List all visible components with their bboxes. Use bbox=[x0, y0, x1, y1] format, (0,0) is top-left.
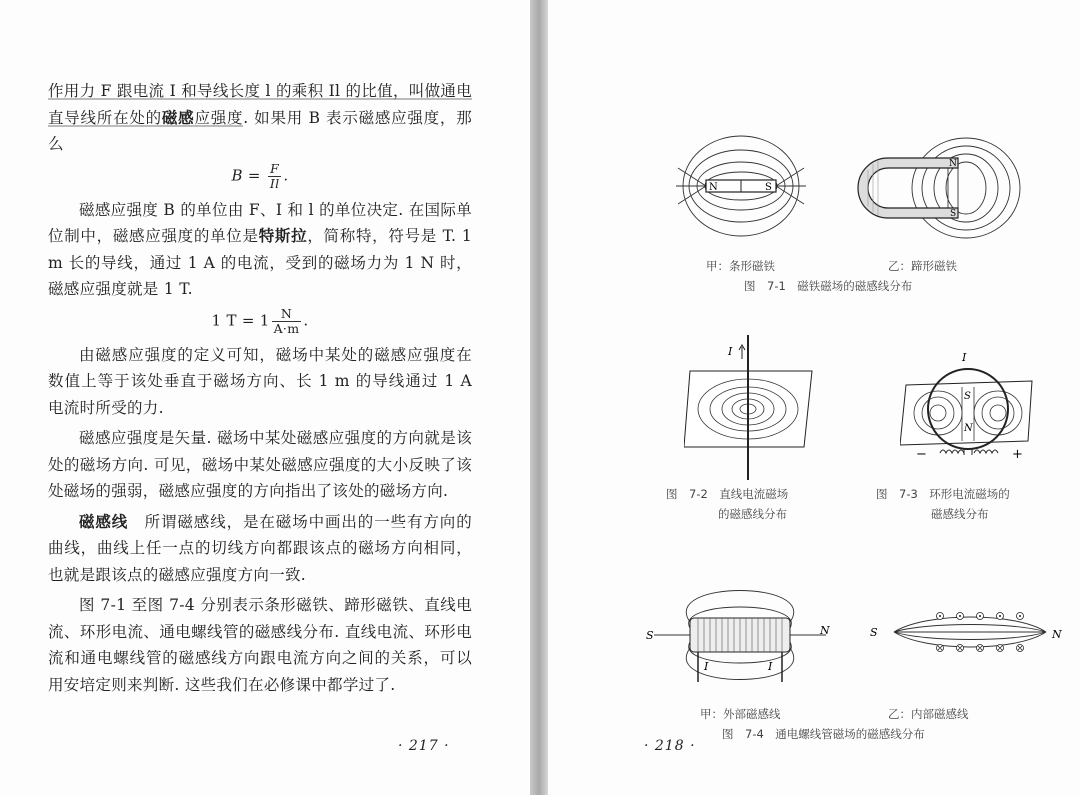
formula-b-def bbox=[48, 162, 472, 191]
straight-wire-figure bbox=[684, 335, 814, 480]
pole-n: N bbox=[709, 182, 718, 193]
numerator: F bbox=[268, 162, 282, 177]
paragraph-vector: 磁感应强度是矢量. 磁场中某处磁感应强度的方向就是该处的磁场方向. 可见，磁场中某处磁感应强度的大小反映了该处磁场的强弱，磁感应强度的方向指出了该处的磁场方向. bbox=[48, 429, 472, 500]
formula-end: . bbox=[283, 166, 289, 184]
pole-n: N bbox=[1052, 628, 1062, 641]
formula-lhs: 1 T = 1 bbox=[211, 311, 270, 329]
text-run: ，简称特，符号是 T. 1 m 长的导线，通过 1 A 的电流，受到的磁场力为 1 N 时，磁感应强度就是 1 T. bbox=[48, 227, 473, 298]
current-label: I bbox=[962, 351, 967, 364]
page-number: · 217 · bbox=[398, 738, 450, 754]
caption-line: 图 7-2 直线电流磁场 bbox=[666, 487, 789, 501]
pole-s: S bbox=[964, 391, 971, 402]
pole-n: N bbox=[820, 624, 830, 637]
text-run: . 如果用 B 表示磁感应强度，那么 bbox=[48, 108, 473, 153]
text-run: 应强度 bbox=[194, 108, 244, 127]
fig3-caption bbox=[876, 484, 1010, 524]
pole-s: S bbox=[646, 629, 654, 642]
plus-terminal: + bbox=[1012, 447, 1023, 462]
current-label: I bbox=[728, 345, 733, 358]
solenoid-external-figure bbox=[640, 570, 840, 700]
paragraph-field-lines bbox=[48, 509, 472, 589]
left-text-column bbox=[48, 78, 472, 698]
formula-tesla bbox=[48, 307, 472, 336]
fig1-subcaption-b: 乙：蹄形磁铁 bbox=[888, 259, 957, 273]
pole-n: N bbox=[949, 159, 957, 169]
paragraph-definition bbox=[48, 78, 472, 158]
fraction bbox=[268, 162, 282, 191]
denominator: Il bbox=[269, 175, 280, 191]
pole-s: S bbox=[870, 626, 878, 639]
denominator: A·m bbox=[273, 320, 300, 336]
fraction bbox=[272, 307, 302, 336]
fig1-caption: 图 7-1 磁铁磁场的磁感线分布 bbox=[744, 279, 913, 293]
fig4-subcaption-b: 乙：内部磁感线 bbox=[888, 707, 969, 721]
numerator: N bbox=[272, 307, 302, 322]
loop-current-figure bbox=[900, 345, 1036, 475]
text-run: 作用力 F 跟电流 I 和导线长度 l 的乘积 Il 的比值，叫做通电直导线所在处的 bbox=[48, 82, 472, 127]
formula-lhs: B = bbox=[231, 166, 261, 184]
fig2-caption bbox=[666, 484, 788, 524]
paragraph-meaning: 由磁感应强度的定义可知，磁场中某处的磁感应强度在数值上等于该处垂直于磁场方向、长 1 m 的导线通过 1 A 电流时所受的力. bbox=[48, 345, 472, 417]
pole-s: S bbox=[950, 209, 957, 219]
text-run: 磁感应强度 B 的单位由 F、I 和 l 的单位决定. 在国际单位制中，磁感应强度的单位是 bbox=[48, 200, 472, 245]
term-bold: 特斯拉 bbox=[258, 226, 308, 245]
term-bold: 磁感线 bbox=[79, 511, 129, 531]
paragraph-figures: 图 7-1 至图 7-4 分别表示条形磁铁、蹄形磁铁、直线电流、环形电流、通电螺线管的磁感线分布. 直线电流、环形电流和通电螺线管的磁感线方向跟电流方向之间的关系，可以用安培定则来判断. 这些我们在必修课中都学过了. bbox=[48, 596, 472, 694]
right-page bbox=[548, 0, 1080, 795]
caption-line: 图 7-3 环形电流磁场的 bbox=[876, 487, 1010, 501]
text-run: 所谓磁感线，是在磁场中画出的一些有方向的曲线，曲线上任一点的切线方向都跟该点的磁场方向相同，也就是跟该点的磁感应强度方向一致. bbox=[48, 512, 472, 584]
paragraph-unit bbox=[48, 197, 472, 303]
caption-line: 的磁感线分布 bbox=[718, 507, 787, 521]
minus-terminal: − bbox=[916, 447, 927, 462]
pole-s: S bbox=[765, 182, 772, 193]
current-label: I bbox=[768, 660, 773, 673]
formula-end: . bbox=[303, 311, 309, 329]
left-page bbox=[0, 0, 530, 795]
pole-n: N bbox=[964, 423, 973, 434]
book-gutter bbox=[530, 0, 548, 795]
fig4-subcaption-a: 甲：外部磁感线 bbox=[700, 707, 781, 721]
caption-line: 磁感线分布 bbox=[931, 507, 989, 521]
current-label: I bbox=[704, 660, 709, 673]
term-bold: 磁感 bbox=[161, 107, 195, 127]
horseshoe-magnet-figure bbox=[848, 128, 1028, 248]
fig1-subcaption-a: 甲：条形磁铁 bbox=[706, 259, 775, 273]
fig4-caption: 图 7-4 通电螺线管磁场的磁感线分布 bbox=[722, 727, 925, 741]
bar-magnet-figure bbox=[676, 128, 806, 248]
solenoid-internal-figure bbox=[866, 602, 1066, 662]
page-number: · 218 · bbox=[644, 738, 696, 754]
